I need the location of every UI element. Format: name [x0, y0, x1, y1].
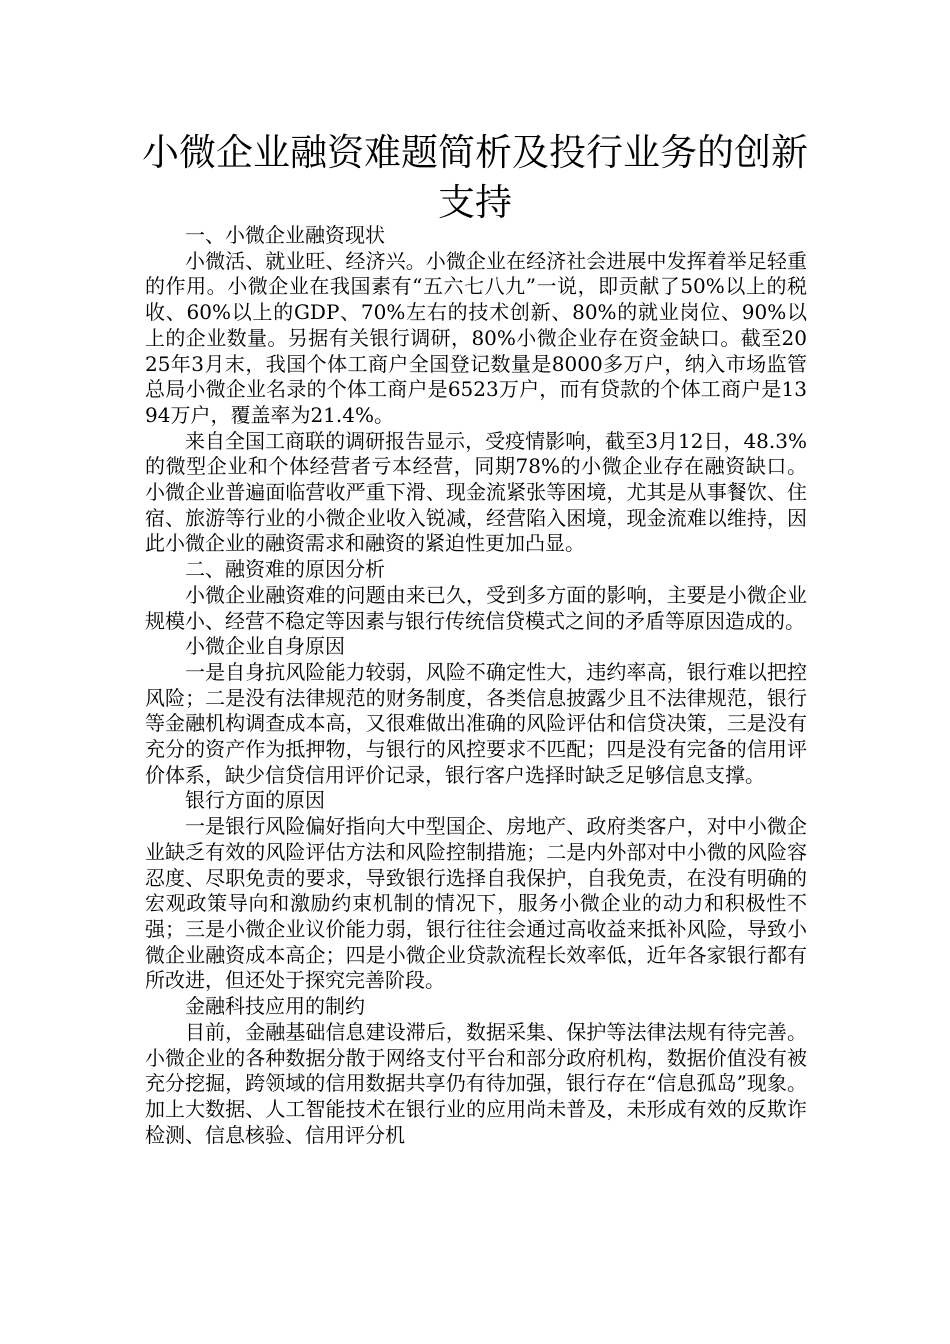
section-heading: 一、小微企业融资现状	[185, 223, 385, 247]
paragraph: 小微企业融资难的问题由来已久，受到多方面的影响，主要是小微企业规模小、经营不稳定等因素与银行传统信贷模式之间的矛盾等原因造成的。	[145, 582, 807, 633]
subsection-heading: 银行方面的原因	[185, 788, 325, 813]
paragraph: 目前，金融基础信息建设滞后，数据采集、保护等法律法规有待完善。小微企业的各种数据分散于网络支付平台和部分政府机构，数据价值没有被充分挖掘，跨领域的信用数据共享仍有待加强，银行存在“信息孤岛”现象。加上大数据、人工智能技术在银行业的应用尚未普及，未形成有效的反欺诈检测、信息核验、信用评分机	[145, 1019, 807, 1147]
paragraph: 来自全国工商联的调研报告显示，受疫情影响，截至3月12日，48.3%的微型企业和个体经营者亏本经营，同期78%的小微企业存在融资缺口。小微企业普遍面临营收严重下滑、现金流紧张等困境，尤其是从事餐饮、住宿、旅游等行业的小微企业收入锐减，经营陷入困境，现金流难以维持，因此小微企业的融资需求和融资的紧迫性更加凸显。	[145, 428, 807, 556]
section-heading: 二、融资难的原因分析	[185, 557, 385, 582]
subsection-heading: 小微企业自身原因	[185, 634, 345, 659]
subsection-heading: 金融科技应用的制约	[185, 994, 365, 1019]
paragraph: 一是银行风险偏好指向大中型国企、房地产、政府类客户，对中小微企业缺乏有效的风险评估方法和风险控制措施；二是内外部对中小微的风险容忍度、尽职免责的要求，导致银行选择自我保护，自我免责，在没有明确的宏观政策导向和激励约束机制的情况下，服务小微企业的动力和积极性不强；三是小微企业议价能力弱，银行往往会通过高收益来抵补风险，导致小微企业融资成本高企；四是小微企业贷款流程长效率低，近年各家银行都有所改进，但还处于探究完善阶段。	[145, 814, 807, 993]
document-title: 小微企业融资难题简析及投行业务的创新支持	[142, 131, 808, 224]
document-body	[145, 223, 807, 1148]
paragraph: 一是自身抗风险能力较弱，风险不确定性大，违约率高，银行难以把控风险；二是没有法律规范的财务制度，各类信息披露少且不法律规范，银行等金融机构调查成本高，又很难做出准确的风险评估和信贷决策，三是没有充分的资产作为抵押物，与银行的风控要求不匹配；四是没有完备的信用评价体系，缺少信贷信用评价记录，银行客户选择时缺乏足够信息支撑。	[145, 659, 807, 787]
paragraph: 小微活、就业旺、经济兴。小微企业在经济社会进展中发挥着举足轻重的作用。小微企业在我国素有“五六七八九”一说，即贡献了50%以上的税收、60%以上的GDP、70%左右的技术创新、80%的就业岗位、90%以上的企业数量。另据有关银行调研，80%小微企业存在资金缺口。截至2025年3月末，我国个体工商户全国登记数量是8000多万户，纳入市场监管总局小微企业名录的个体工商户是6523万户，而有贷款的个体工商户是1394万户，覆盖率为21.4%。	[145, 248, 807, 427]
